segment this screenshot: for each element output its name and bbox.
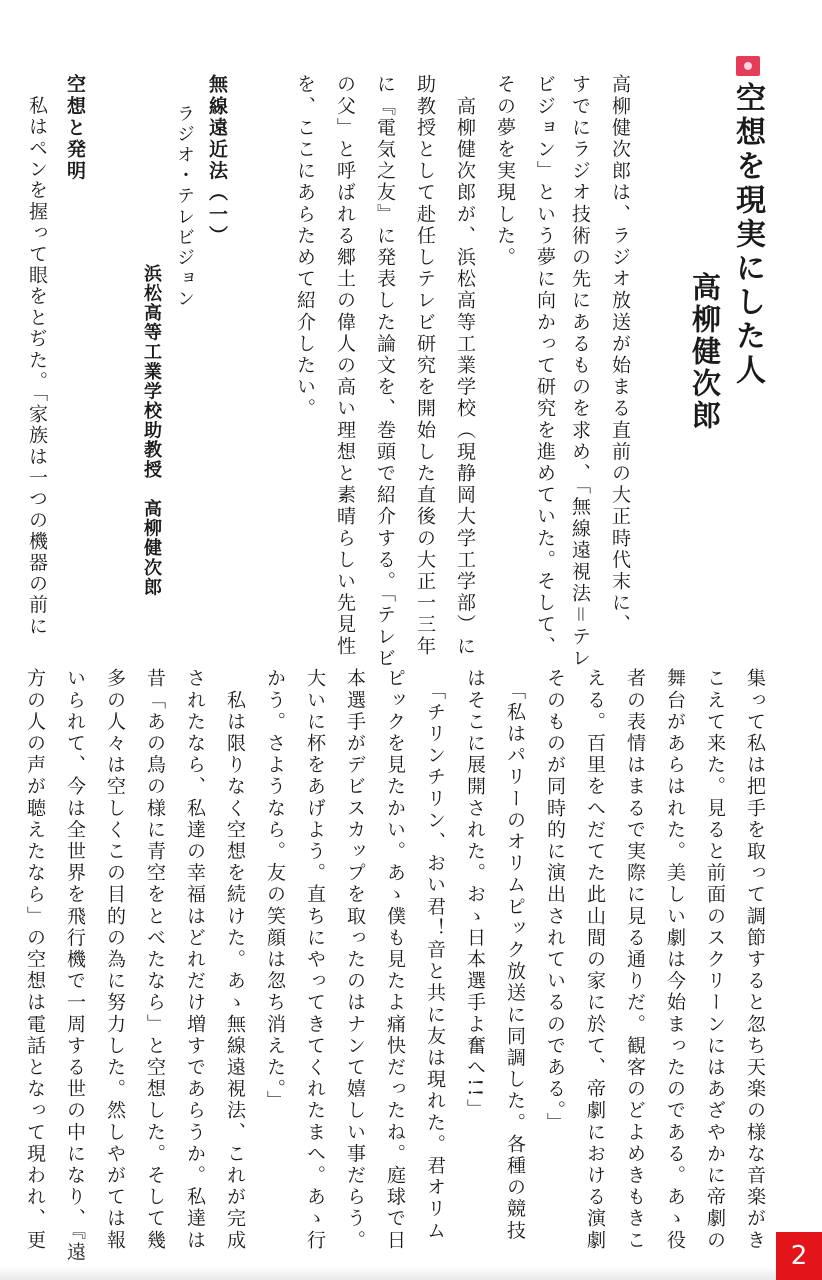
body-line: こえて来た。見ると前面のスクリーンにはあざやかに帝劇の	[704, 668, 726, 1252]
intro-line: 高柳健次郎が、浜松高等工業学校（現静岡大学工学部）に	[454, 74, 476, 658]
body-line: 集って私は把手を取って調節すると忽ち天楽の様な音楽がき	[744, 668, 766, 1252]
footer-rule	[0, 1266, 776, 1280]
article-title: 無線遠近法（一）	[206, 74, 228, 247]
section-heading: 空想と発明	[64, 74, 86, 182]
body-line: 私は限りなく空想を続けた。あゝ無線遠視法、これが完成	[224, 668, 246, 1252]
intro-line: に『電気之友』に発表した論文を、巻頭で紹介する。「テレビ	[374, 74, 396, 670]
intro-line: すでにラジオ技術の先にあるものを求め、「無線遠視法＝テレ	[569, 74, 591, 670]
title-marker-icon	[736, 56, 760, 76]
body-line: 舞台があらはれた。美しい劇は今始まったのである。あゝ役	[664, 668, 686, 1252]
body-line: える。百里をへだてた此山間の家に於て、帝劇における演劇	[584, 668, 606, 1252]
body-line: 多の人々は空しくこの目的の為に努力した。然しやがては報	[104, 668, 126, 1252]
body-line: はそこに展開された。おゝ日本選手よ奮へ!!」	[464, 668, 486, 1121]
body-line: 昔「あの鳥の様に青空をとべたなら」と空想した。そして幾	[144, 668, 166, 1252]
page-title: 空想を現実にした人	[730, 82, 765, 388]
article-subtitle: ラジオ・テレビジョン	[174, 104, 195, 310]
intro-line: 助教授として赴任しテレビ研究を開始した直後の大正一三年	[414, 74, 436, 658]
intro-line: を、ここにあらためて紹介したい。	[294, 74, 316, 420]
page-number-badge: 2	[776, 1232, 822, 1280]
body-line: そのものが同時的に演出されているのである。」	[544, 668, 566, 1134]
intro-line: 高柳健次郎は、ラジオ放送が始まる直前の大正時代末に、	[609, 74, 631, 636]
body-line: 大いに杯をあげよう。直ちにやってきてくれたまへ。あゝ行	[304, 668, 326, 1252]
body-line: かう。さようなら。友の笑顔は忽ち消えた。」	[264, 668, 286, 1113]
author-name: 高柳健次郎	[688, 272, 722, 432]
body-line: 方の人の声が聴えたなら」の空想は電話となって現われ、更	[24, 668, 46, 1252]
body-first-line: 私はペンを握って眼をとぢた。「家族は一つの機器の前に	[26, 74, 48, 637]
article-byline: 浜松高等工業学校助教授 高柳健次郎	[141, 264, 162, 598]
body-line: いられて、今は全世界を飛行機で一周する世の中になり、『遠	[64, 668, 86, 1264]
body-line: 本選手がデビスカップを取ったのはナンて嬉しい事だらう。	[344, 668, 366, 1252]
body-line: 「チリンチリン、おい君！音と共に友は現れた。君オリム	[424, 668, 446, 1242]
body-line: されたなら、私達の幸福はどれだけ増すであらうか。私達は	[184, 668, 206, 1252]
body-line: ピックを見たかい。あゝ僕も見たよ痛快だったね。庭球で日	[384, 668, 406, 1252]
intro-line: の父」と呼ばれる郷土の偉人の高い理想と素晴らしい先見性	[334, 74, 356, 658]
body-line: 者の表情はまるで実際に見る通りだ。観客のどよめきもきこ	[624, 668, 646, 1252]
body-line: 「私はパリーのオリムピック放送に同調した。各種の競技	[504, 668, 526, 1242]
intro-line: ビジョン」という夢に向かって研究を進めていた。そして、	[534, 74, 556, 658]
intro-line: その夢を実現した。	[494, 74, 516, 269]
